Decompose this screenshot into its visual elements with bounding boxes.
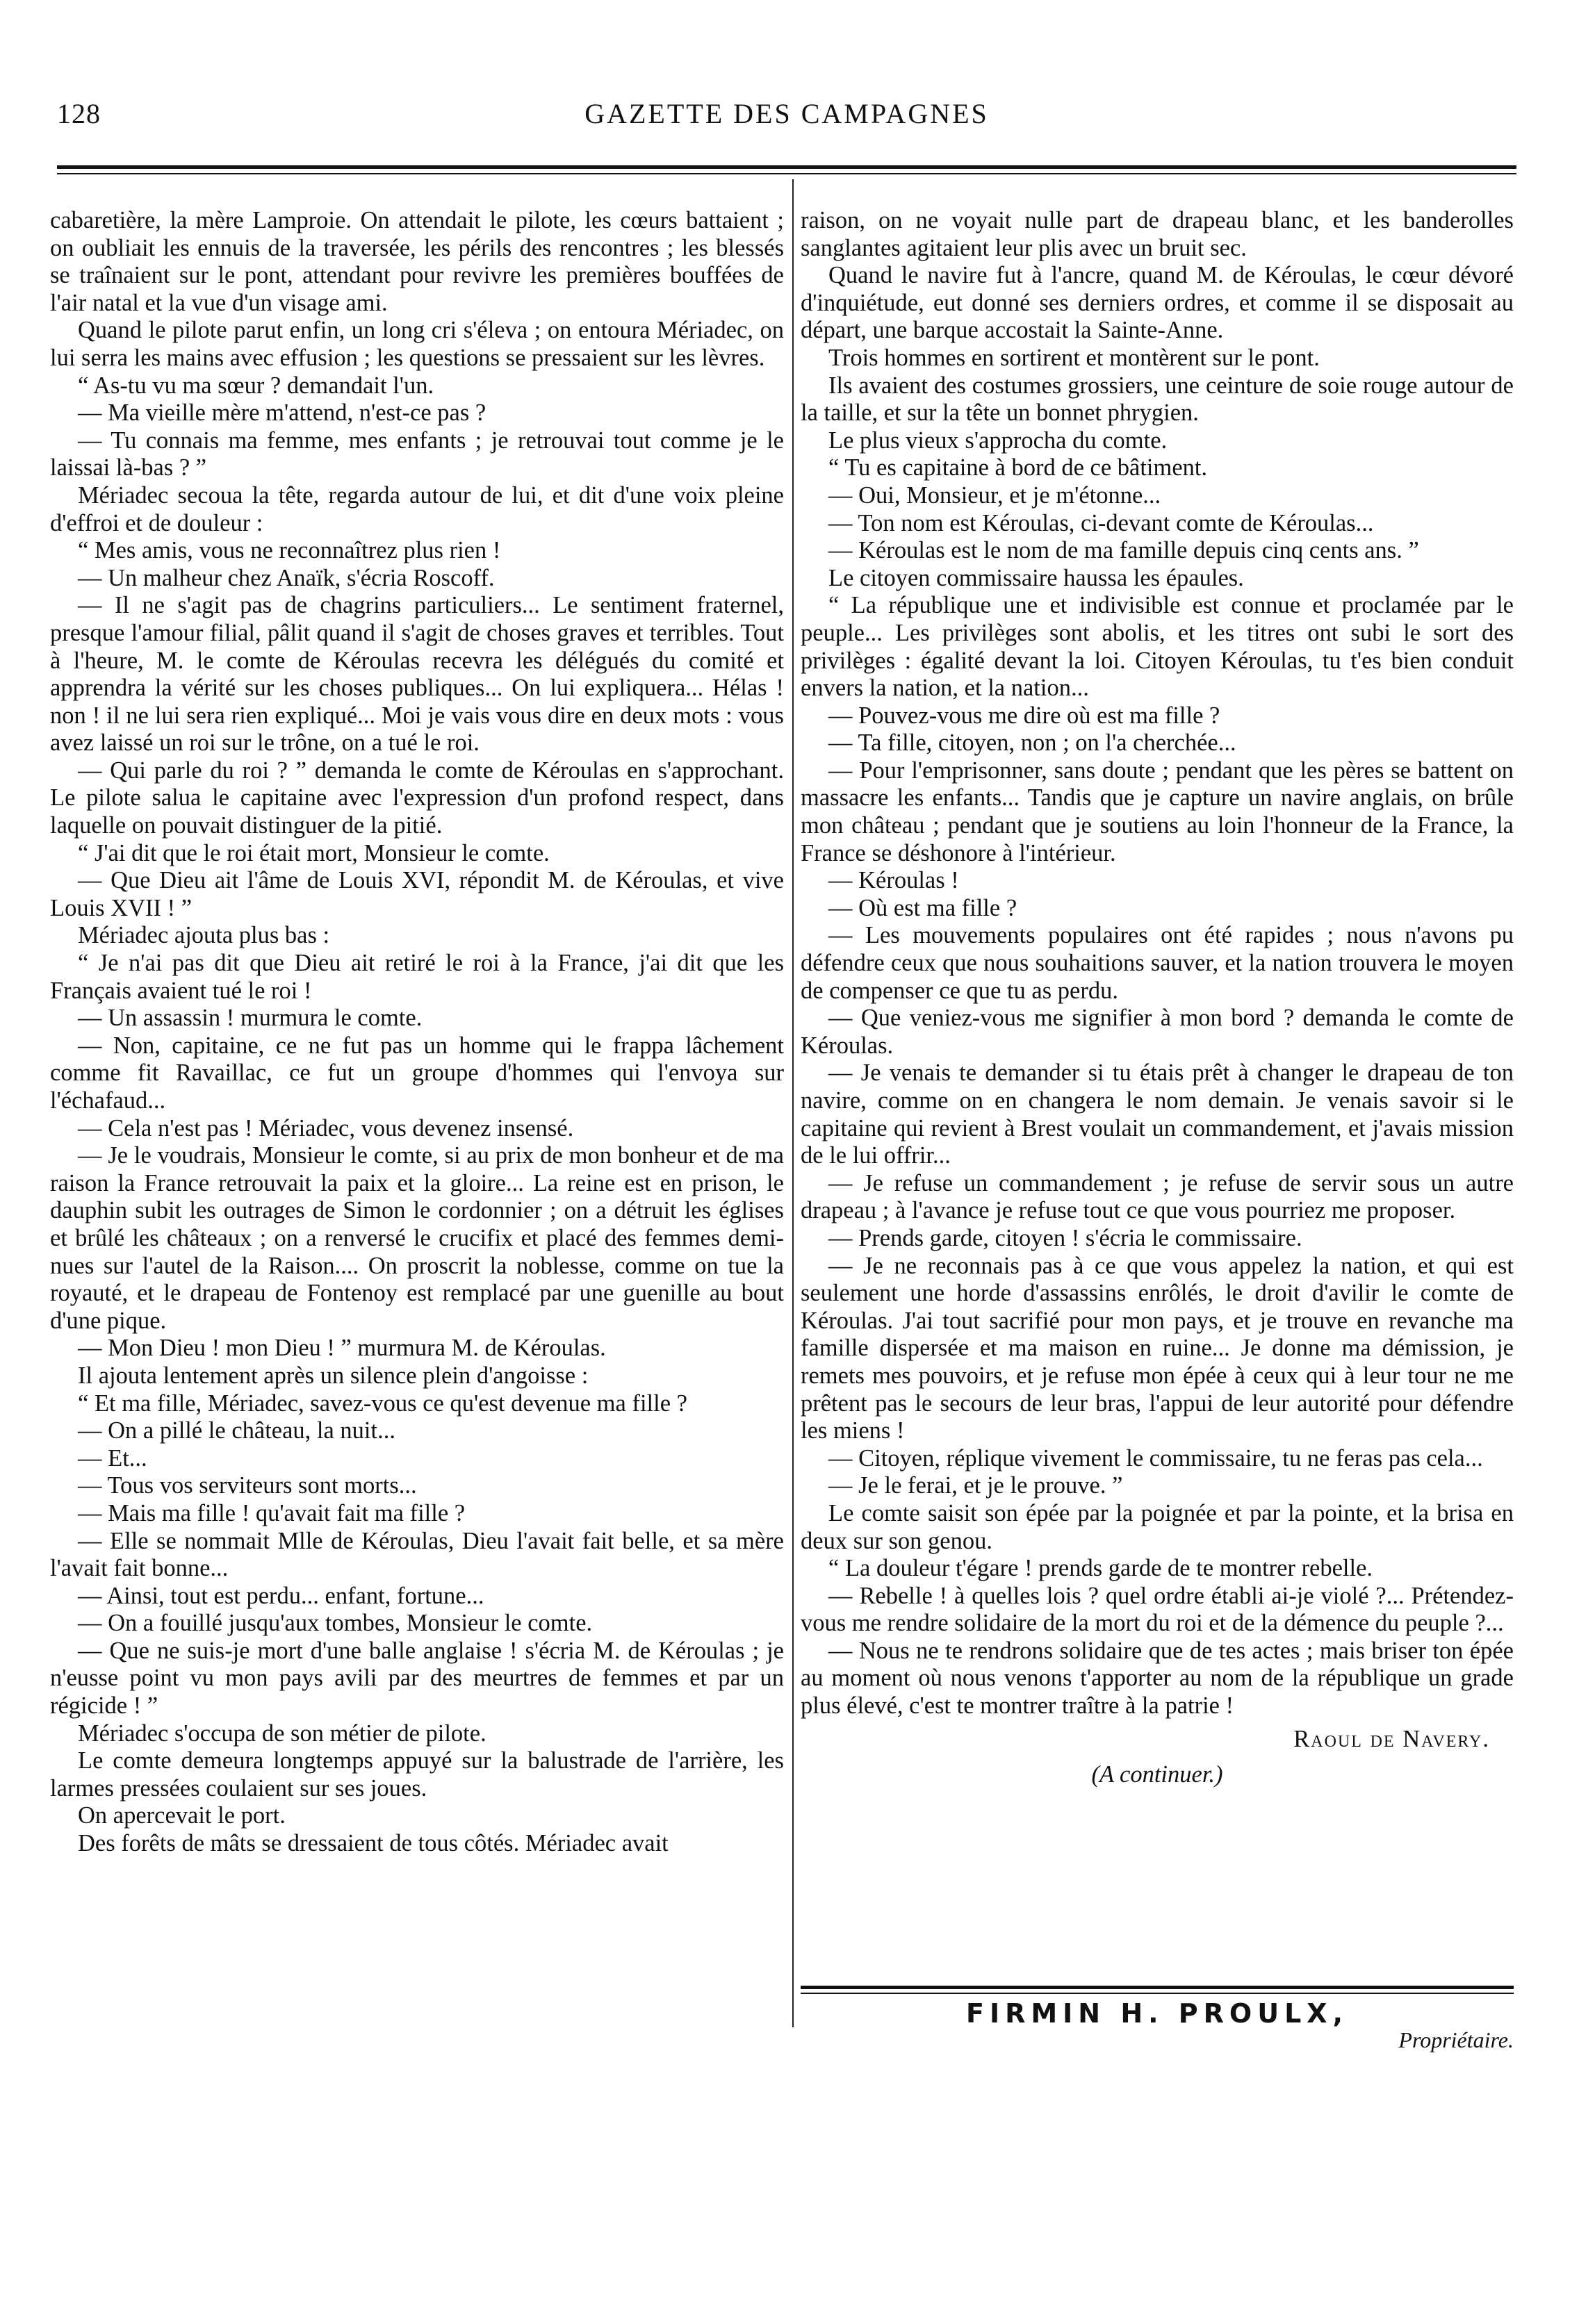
paragraph: raison, on ne voyait nulle part de drapeau blanc, et les banderolles sanglantes agitaient leur plis avec un bruit sec.	[801, 207, 1514, 261]
paragraph: — On a fouillé jusqu'aux tombes, Monsieur le comte.	[78, 1610, 593, 1637]
paragraph: On apercevait le port.	[78, 1802, 286, 1829]
publisher-rule-thick	[801, 1986, 1514, 1989]
paragraph: — Ton nom est Kéroulas, ci-devant comte de Kéroulas...	[828, 509, 1374, 536]
publisher-block	[801, 1998, 1514, 2053]
paragraph: Le comte saisit son épée par la poignée et par la pointe, et la brisa en deux sur son genou.	[801, 1499, 1514, 1554]
paragraph: Trois hommes en sortirent et montèrent sur le pont.	[828, 344, 1320, 371]
header-rule-thick	[57, 165, 1516, 169]
paragraph: — Et...	[78, 1444, 147, 1472]
paragraph: — Tu connais ma femme, mes enfants ; je retrouvai tout comme je le laissai là-bas ? ”	[50, 427, 784, 481]
paragraph: — Mon Dieu ! mon Dieu ! ” murmura M. de Kéroulas.	[78, 1335, 606, 1362]
paragraph: — Rebelle ! à quelles lois ? quel ordre établi ai-je violé ?... Prétendez-vous me rendre solidaire de la mort du roi et de la démence du peuple ?...	[801, 1582, 1514, 1637]
paragraph: — Tous vos serviteurs sont morts...	[78, 1472, 417, 1499]
paragraph: “ Mes amis, vous ne reconnaîtrez plus rien !	[78, 537, 501, 564]
paragraph: “ J'ai dit que le roi était mort, Monsieur le comte.	[78, 839, 550, 866]
paragraph: Le comte demeura longtemps appuyé sur la balustrade de l'arrière, les larmes pressées coulaient sur ses joues.	[50, 1747, 784, 1802]
column-divider	[792, 179, 794, 2027]
paragraph: cabaretière, la mère Lamproie. On attendait le pilote, les cœurs battaient ; on oubliait les ennuis de la traversée, les périls des rencontres ; les blessés se traînaient sur le pont, attendant pour revivre les premières bouffées de l'air natal et la vue d'un visage ami.	[50, 207, 784, 316]
page-number: 128	[57, 98, 101, 129]
paragraph: — Pour l'emprisonner, sans doute ; pendant que les pères se battent on massacre les enfants... Tandis que je capture un navire anglais, on brûle mon château ; pendant que je soutiens au loin l'honneur de la France, la France se déshonore à l'intérieur.	[801, 757, 1514, 866]
paragraph: — Mais ma fille ! qu'avait fait ma fille ?	[78, 1499, 466, 1526]
continuation-note: (A continuer.)	[1091, 1761, 1223, 1788]
paragraph: — Nous ne te rendrons solidaire que de tes actes ; mais briser ton épée au moment où nous venons t'apporter au nom de la république un grade plus élevé, c'est te montrer traître à la patrie !	[801, 1637, 1514, 1720]
paragraph: — Oui, Monsieur, et je m'étonne...	[828, 481, 1161, 509]
paragraph: Mériadec secoua la tête, regarda autour de lui, et dit d'une voix pleine d'effroi et de douleur :	[50, 481, 784, 536]
paragraph: — Je refuse un commandement ; je refuse de servir sous un autre drapeau ; à l'avance je refuse tout ce que vous pourriez me proposer.	[801, 1169, 1514, 1224]
left-column	[50, 207, 784, 1858]
paragraph: — Les mouvements populaires ont été rapides ; nous n'avons pu défendre ceux que nous souhaitions sauver, et la nation trouvera le moyen de compenser ce que tu as perdu.	[801, 922, 1514, 1004]
header-rule-thin	[57, 173, 1516, 174]
paragraph: Le citoyen commissaire haussa les épaules.	[828, 564, 1244, 591]
right-column-paragraphs	[801, 207, 1514, 1720]
paragraph: “ La douleur t'égare ! prends garde de te montrer rebelle.	[828, 1555, 1373, 1582]
paragraph: — Kéroulas !	[828, 867, 959, 894]
paragraph: Mériadec s'occupa de son métier de pilote.	[78, 1720, 486, 1747]
paragraph: Mériadec ajouta plus bas :	[78, 922, 330, 949]
paragraph: — Où est ma fille ?	[828, 894, 1017, 921]
paragraph: — Citoyen, réplique vivement le commissaire, tu ne feras pas cela...	[828, 1444, 1483, 1472]
page-header	[57, 97, 1516, 146]
paragraph: — Non, capitaine, ce ne fut pas un homme qui le frappa lâchement comme fit Ravaillac, ce fut un groupe d'hommes qui l'envoya sur l'échafaud...	[50, 1032, 784, 1114]
paragraph: — Je ne reconnais pas à ce que vous appelez la nation, et qui est seulement une horde d'assassins enrôlés, le droit d'avilir le comte de Kéroulas. J'ai tout sacrifié pour mon pays, et je trouve en revanche ma famille dispersée et ma maison en ruine... Je donne ma démission, je remets mes pouvoirs, et je refuse mon épée à ceux qui à leur tour ne me prêtent pas le secours de leur bras, l'appui de leur autorité pour défendre les miens !	[801, 1252, 1514, 1444]
paragraph: Des forêts de mâts se dressaient de tous côtés. Mériadec avait	[78, 1830, 669, 1857]
publisher-role: Propriétaire.	[1398, 2027, 1514, 2052]
paragraph: — Que Dieu ait l'âme de Louis XVI, répondit M. de Kéroulas, et vive Louis XVII ! ”	[50, 867, 784, 921]
paragraph: — Je le voudrais, Monsieur le comte, si au prix de mon bonheur et de ma raison la France retrouvait la paix et la gloire... La reine est en prison, le dauphin subit les outrages de Simon le cordonnier ; on a détruit les églises et brûlé les châteaux ; on a renversé le crucifix et placé des femmes demi-nues sur l'autel de la Raison.... On proscrit la noblesse, comme on tue la royauté, et le drapeau de Fontenoy est remplacé par une guenille au bout d'une pique.	[50, 1142, 784, 1334]
paragraph: — Ainsi, tout est perdu... enfant, fortune...	[78, 1582, 484, 1609]
paragraph: — Que veniez-vous me signifier à mon bord ? demanda le comte de Kéroulas.	[801, 1005, 1514, 1059]
paragraph: — Ta fille, citoyen, non ; on l'a cherchée...	[828, 730, 1236, 757]
paragraph: Quand le pilote parut enfin, un long cri s'éleva ; on entoura Mériadec, on lui serra les mains avec effusion ; les questions se pressaient sur les lèvres.	[50, 317, 784, 371]
author-signature: Raoul de Navery.	[1293, 1725, 1490, 1752]
paragraph: “ Je n'ai pas dit que Dieu ait retiré le roi à la France, j'ai dit que les Français avaient tué le roi !	[50, 950, 784, 1004]
paragraph: — Que ne suis-je mort d'une balle anglaise ! s'écria M. de Kéroulas ; je n'eusse point vu mon pays avili par des meurtres de femmes et par un régicide ! ”	[50, 1637, 784, 1720]
paragraph: Le plus vieux s'approcha du comte.	[828, 427, 1168, 454]
paragraph: “ As-tu vu ma sœur ? demandait l'un.	[78, 372, 434, 399]
right-column	[801, 207, 1514, 1789]
publisher-rule-thin	[801, 1993, 1514, 1994]
paragraph: “ Et ma fille, Mériadec, savez-vous ce qu'est devenue ma fille ?	[78, 1390, 687, 1417]
paragraph: — Un assassin ! murmura le comte.	[78, 1005, 423, 1032]
paragraph: — Pouvez-vous me dire où est ma fille ?	[828, 702, 1220, 729]
paragraph: — Cela n'est pas ! Mériadec, vous devenez insensé.	[78, 1114, 574, 1142]
paragraph: “ La république une et indivisible est connue et proclamée par le peuple... Les privilèges sont abolis, et les titres ont subi le sort des privilèges : égalité devant la loi. Citoyen Kéroulas, tu t'es bien conduit envers la nation, et la nation...	[801, 592, 1514, 702]
publisher-name: FIRMIN H. PROULX,	[965, 1998, 1349, 2029]
paragraph: — Je le ferai, et je le prouve. ”	[828, 1472, 1123, 1499]
paragraph: — Qui parle du roi ? ” demanda le comte de Kéroulas en s'approchant. Le pilote salua le capitaine avec l'expression d'un profond respect, dans laquelle on pouvait distinguer de la pitié.	[50, 757, 784, 839]
paragraph: Quand le navire fut à l'ancre, quand M. de Kéroulas, le cœur dévoré d'inquiétude, eut donné ses derniers ordres, et comme il se disposait au départ, une barque accostait la Sainte-Anne.	[801, 262, 1514, 344]
paragraph: Il ajouta lentement après un silence plein d'angoisse :	[78, 1362, 589, 1389]
paragraph: Ils avaient des costumes grossiers, une ceinture de soie rouge autour de la taille, et sur la tête un bonnet phrygien.	[801, 372, 1514, 427]
paragraph: “ Tu es capitaine à bord de ce bâtiment.	[828, 454, 1208, 481]
paragraph: — Kéroulas est le nom de ma famille depuis cinq cents ans. ”	[828, 537, 1419, 564]
paragraph: — Il ne s'agit pas de chagrins particuliers... Le sentiment fraternel, presque l'amour filial, pâlit quand il s'agit de choses graves et terribles. Tout à l'heure, M. le comte de Kéroulas recevra les délégués du comité et apprendra la vérité sur les choses publiques... On lui expliquera... Hélas ! non ! il ne lui sera rien expliqué... Moi je vais vous dire en deux mots : vous avez laissé un roi sur le trône, on a tué le roi.	[50, 592, 784, 757]
paragraph: — On a pillé le château, la nuit...	[78, 1417, 395, 1444]
paragraph: — Ma vieille mère m'attend, n'est-ce pas ?	[78, 399, 486, 427]
paragraph: — Un malheur chez Anaïk, s'écria Roscoff.	[78, 564, 495, 591]
paragraph: — Je venais te demander si tu étais prêt à changer le drapeau de ton navire, comme on en changera le nom demain. Je venais savoir si le capitaine qui revient à Brest voulait un commandement, et j'avais mission de le lui offrir...	[801, 1060, 1514, 1169]
paragraph: — Elle se nommait Mlle de Kéroulas, Dieu l'avait fait belle, et sa mère l'avait fait bonne...	[50, 1527, 784, 1582]
running-title: GAZETTE DES CAMPAGNES	[584, 98, 989, 129]
paragraph: — Prends garde, citoyen ! s'écria le commissaire.	[828, 1224, 1302, 1251]
